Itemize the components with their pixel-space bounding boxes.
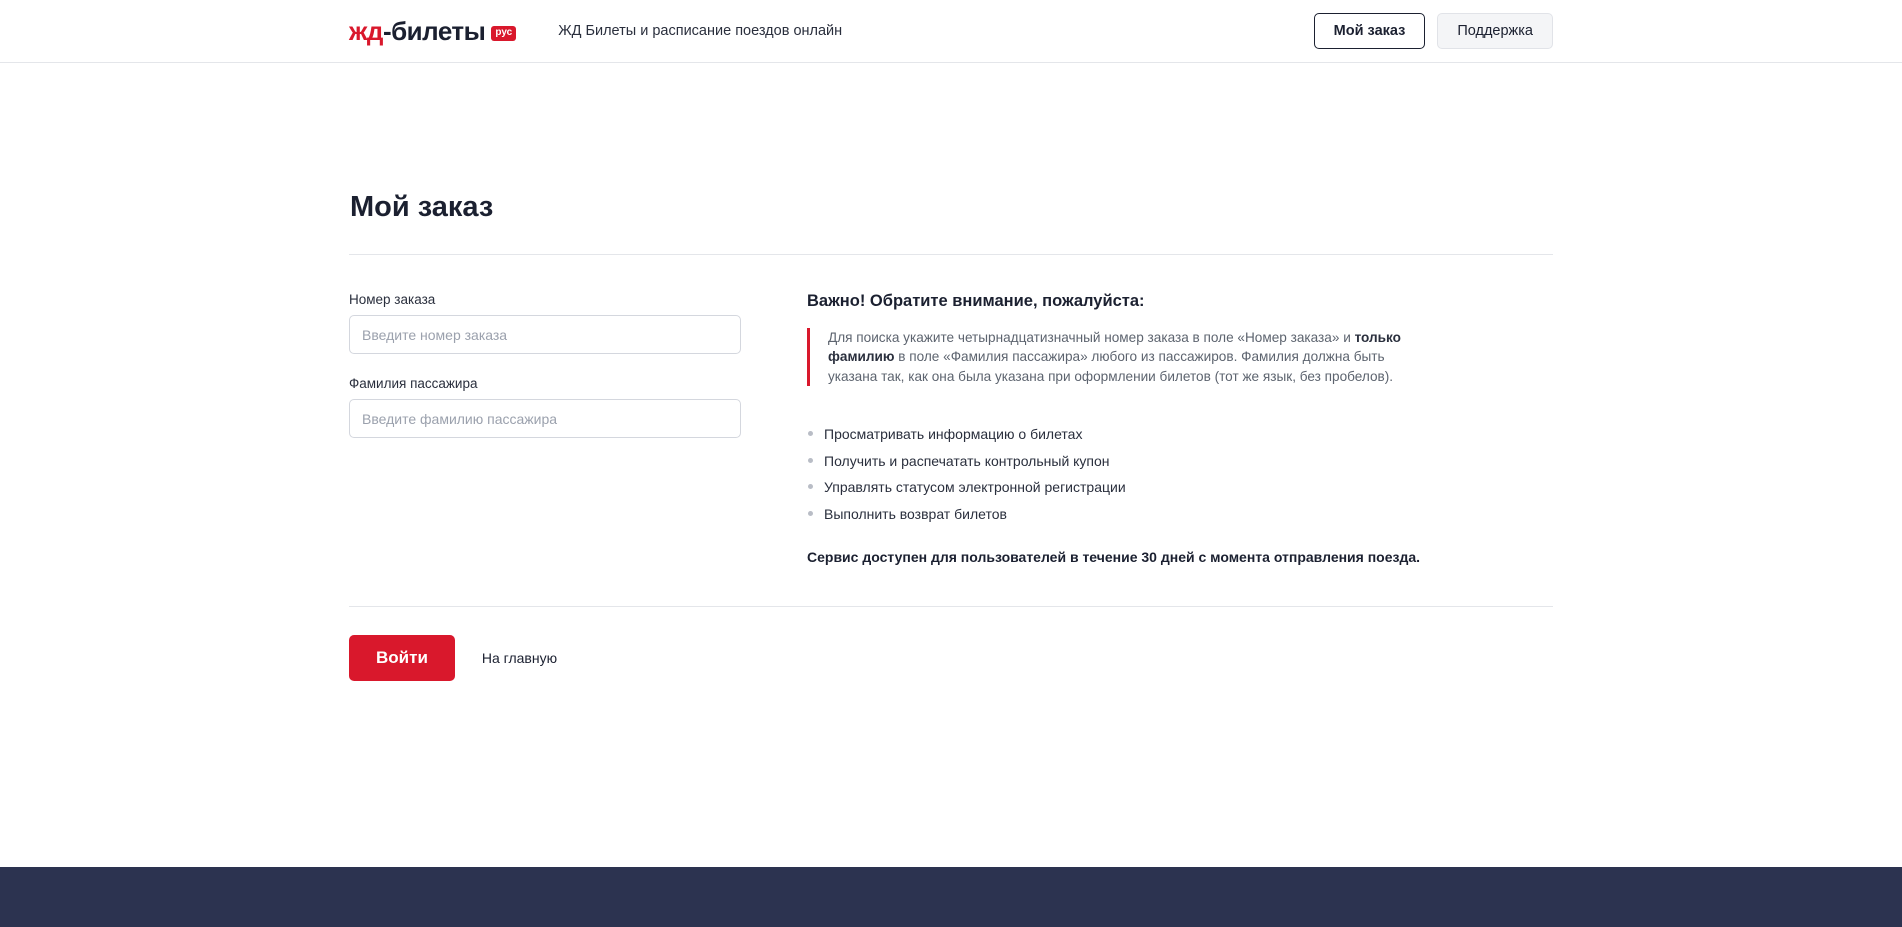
home-link[interactable]: На главную <box>481 650 558 667</box>
info-panel <box>741 292 1553 565</box>
order-number-field-group <box>349 292 741 354</box>
notice-text-emphasis: только фамилию <box>828 330 1401 365</box>
my-order-button[interactable]: Мой заказ <box>1314 13 1426 49</box>
passenger-surname-input[interactable] <box>349 399 741 438</box>
main-content <box>349 63 1553 681</box>
info-bullet-list <box>807 425 1553 523</box>
site-footer <box>0 867 1902 927</box>
info-notice <box>807 328 1428 386</box>
list-item: Управлять статусом электронной регистрации <box>807 478 1553 496</box>
header-inner <box>349 0 1553 62</box>
logo-accent-text: жд <box>349 16 383 46</box>
logo-rest-text: -билеты <box>382 16 486 46</box>
passenger-surname-field-group <box>349 376 741 438</box>
order-lookup-form <box>349 292 741 565</box>
passenger-surname-label: Фамилия пассажира <box>349 376 478 391</box>
content-columns <box>349 255 1553 565</box>
login-button[interactable]: Войти <box>349 635 455 681</box>
site-header <box>0 0 1902 63</box>
site-tagline: ЖД Билеты и расписание поездов онлайн <box>558 23 843 39</box>
logo-lang-badge: рус <box>491 26 516 41</box>
list-item: Просматривать информацию о билетах <box>807 425 1553 443</box>
list-item: Получить и распечатать контрольный купон <box>807 452 1553 470</box>
notice-text-part1: Для поиска укажите четырнадцатизначный номер заказа в поле «Номер заказа» и <box>828 330 1355 345</box>
info-title: Важно! Обратите внимание, пожалуйста: <box>807 292 1145 310</box>
logo-wordmark <box>349 18 485 44</box>
order-number-label: Номер заказа <box>349 292 436 307</box>
support-button[interactable]: Поддержка <box>1437 13 1553 49</box>
service-availability-note: Сервис доступен для пользователей в течение 30 дней с момента отправления поезда. <box>807 549 1421 566</box>
order-number-input[interactable] <box>349 315 741 354</box>
site-logo[interactable] <box>349 18 516 44</box>
header-actions <box>1314 13 1553 49</box>
notice-text-part2: в поле «Фамилия пассажира» любого из пассажиров. Фамилия должна быть указана так, как она была указана при оформлении билетов (тот же язык, без пробелов). <box>828 349 1394 384</box>
form-actions <box>349 607 1553 681</box>
field-spacer <box>349 354 741 376</box>
page-title: Мой заказ <box>350 191 494 223</box>
list-item: Выполнить возврат билетов <box>807 505 1553 523</box>
